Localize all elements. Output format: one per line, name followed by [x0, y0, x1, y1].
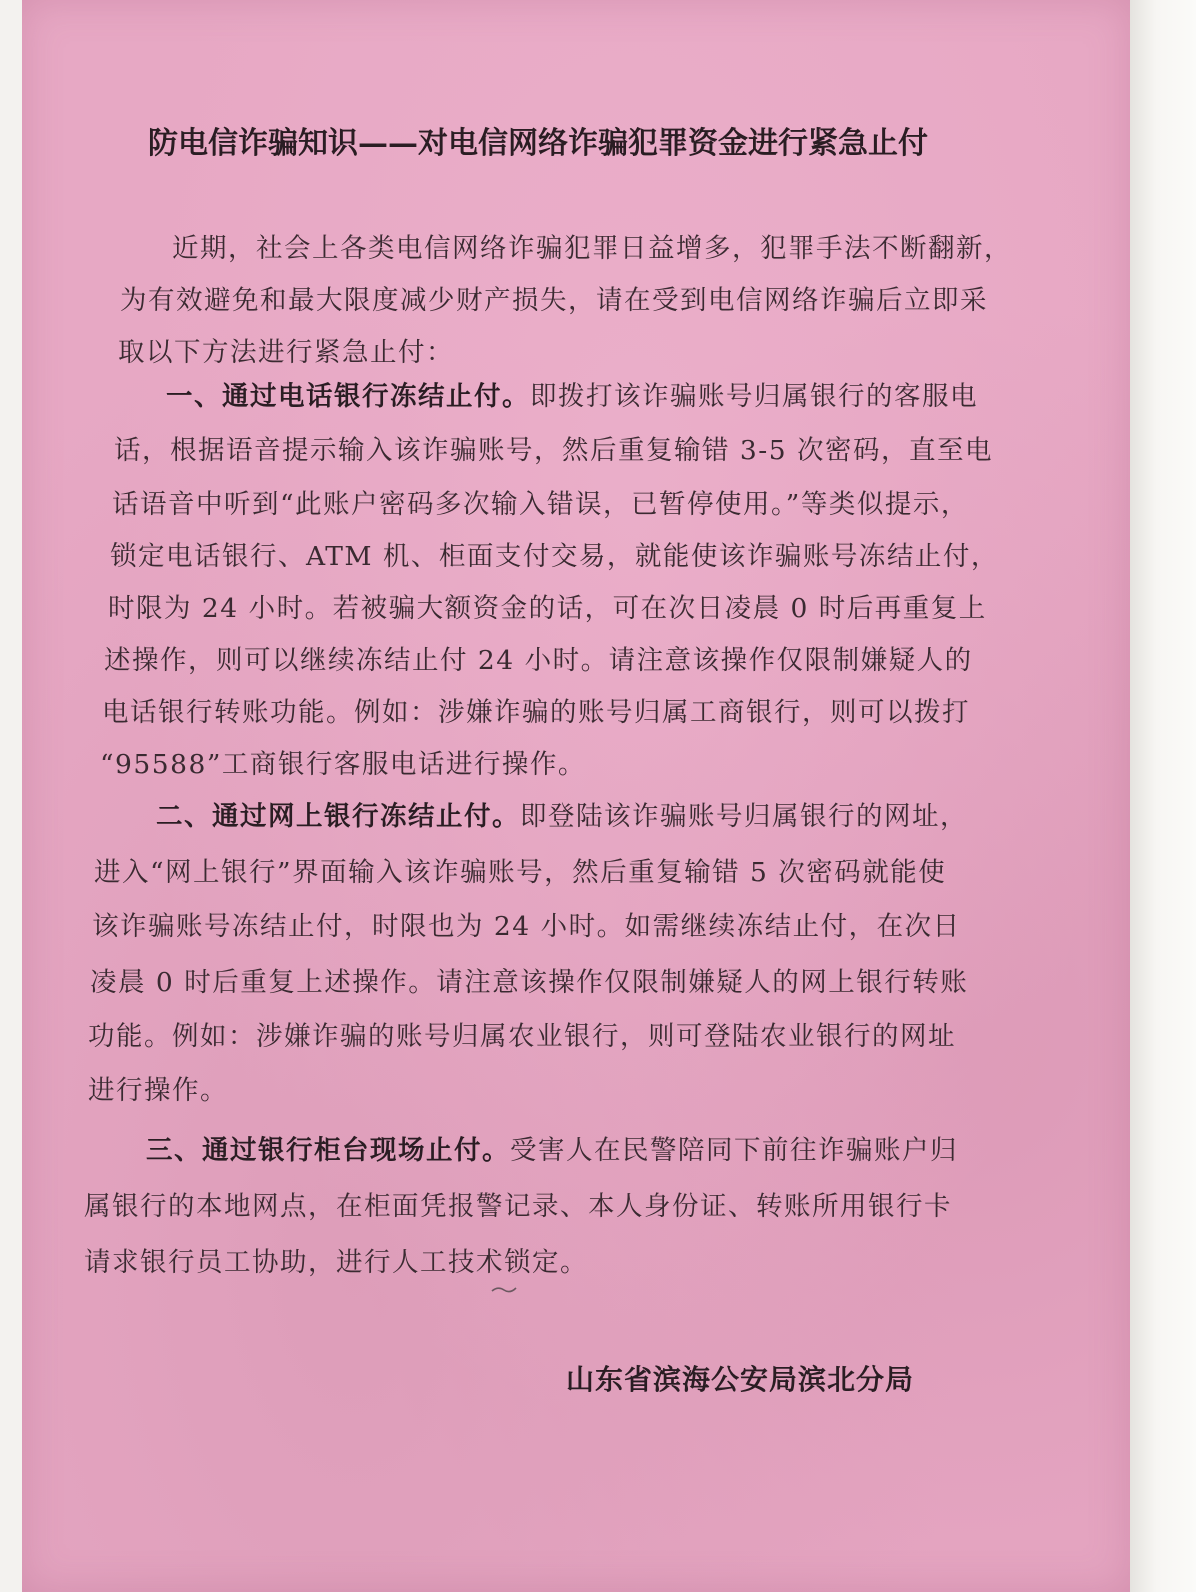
section-3-line: 请求银行员工协助，进行人工技术锁定。 — [84, 1247, 588, 1278]
section-3-first-text: 受害人在民警陪同下前往诈骗账户归 — [510, 1135, 958, 1166]
issuer-signature: 山东省滨海公安局滨北分局 — [566, 1363, 915, 1396]
section-2-line: 进行操作。 — [88, 1075, 228, 1106]
intro-line: 为有效避免和最大限度减少财产损失，请在受到电信网络诈骗后立即采 — [120, 285, 988, 316]
section-1-line: “95588”工商银行客服电话进行操作。 — [100, 749, 586, 780]
section-3-line: 属银行的本地网点，在柜面凭报警记录、本人身份证、转账所用银行卡 — [84, 1191, 952, 1222]
section-1-line: 时限为 24 小时。若被骗大额资金的话，可在次日凌晨 0 时后再重复上 — [108, 593, 987, 624]
section-3-first-line — [146, 1128, 958, 1167]
section-2-line: 凌晨 0 时后重复上述操作。请注意该操作仅限制嫌疑人的网上银行转账 — [90, 967, 969, 998]
section-1-first-text: 即拨打该诈骗账号归属银行的客服电 — [530, 381, 978, 412]
section-1-line: 话，根据语音提示输入该诈骗账号，然后重复输错 3-5 次密码，直至电 — [114, 435, 994, 466]
section-2-line: 该诈骗账号冻结止付，时限也为 24 小时。如需继续冻结止付，在次日 — [92, 911, 961, 942]
section-1-line: 电话银行转账功能。例如：涉嫌诈骗的账号归属工商银行，则可以拨打 — [102, 697, 970, 728]
section-1-first-line — [166, 374, 978, 413]
document-title: 防电信诈骗知识——对电信网络诈骗犯罪资金进行紧急止付 — [148, 126, 928, 161]
section-1-line: 话语音中听到“此账户密码多次输入错误，已暂停使用。”等类似提示， — [112, 489, 969, 520]
section-1-line: 述操作，则可以继续冻结止付 24 小时。请注意该操作仅限制嫌疑人的 — [104, 645, 973, 676]
section-2-first-line — [156, 794, 968, 833]
intro-line: 近期，社会上各类电信网络诈骗犯罪日益增多，犯罪手法不断翻新， — [172, 233, 1012, 264]
section-3-heading: 三、通过银行柜台现场止付。 — [146, 1135, 510, 1166]
intro-line: 取以下方法进行紧急止付： — [118, 337, 454, 368]
section-1-heading: 一、通过电话银行冻结止付。 — [166, 381, 530, 412]
section-2-line: 功能。例如：涉嫌诈骗的账号归属农业银行，则可登陆农业银行的网址 — [88, 1021, 956, 1052]
section-2-heading: 二、通过网上银行冻结止付。 — [156, 801, 520, 832]
ink-smudge-mark — [488, 1282, 518, 1296]
section-1-line: 锁定电话银行、ATM 机、柜面支付交易，就能使该诈骗账号冻结止付， — [110, 541, 999, 572]
section-2-first-text: 即登陆该诈骗账号归属银行的网址， — [520, 801, 968, 832]
section-2-line: 进入“网上银行”界面输入该诈骗账号，然后重复输错 5 次密码就能使 — [94, 857, 947, 888]
